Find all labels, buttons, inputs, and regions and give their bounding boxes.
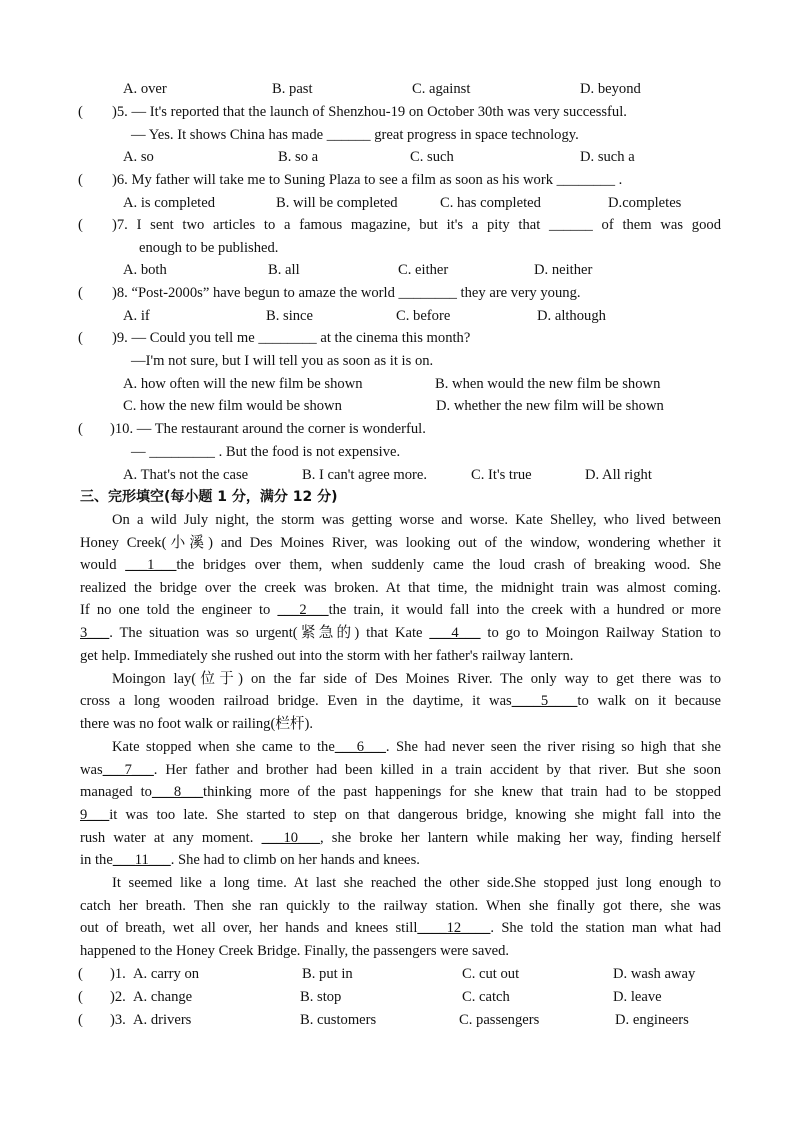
question-text: — Yes. It shows China has made ______ great progress in space technology. [131,127,579,143]
option-b: B. stop [300,989,342,1005]
option-b: B. so a [278,149,319,165]
option-a: A. That's not the case [123,467,249,483]
cloze-question-2 [0,986,794,1008]
passage-text: It seemed like a long time. At last she reached the other side.She stopped just long enough to [112,875,721,891]
blank-8: ___8___ [151,784,204,800]
q7-options [0,259,794,281]
question-7-line2 [0,237,794,259]
option-b: B. since [266,308,314,324]
passage-text: managed to___8___thinking more of the past happenings for she knew that train had to be stopped [80,784,721,800]
passage-text: Moingon lay(位于) on the far side of Des Moines River. The only way to get there was to [112,671,721,687]
question-5-line2 [0,124,794,146]
option-a: A. how often will the new film be shown [123,376,363,392]
q4-options [0,78,794,100]
passage-line [0,849,794,871]
q10-options [0,464,794,486]
option-a: A. if [123,308,150,324]
answer-paren: ( [78,330,83,346]
option-b: B. I can't agree more. [302,467,427,483]
passage-text: rush water at any moment. ___10___, she broke her lantern while making her way, finding herself [80,830,721,846]
passage-line [0,804,794,826]
option-b: B. all [268,262,300,278]
passage-line [0,577,794,599]
blank-1: ___1___ [125,557,177,573]
option-d: D. All right [585,467,652,483]
option-d: D. neither [534,262,593,278]
option-a: A. so [123,149,154,165]
answer-paren: ( [78,966,83,982]
passage-line [0,532,794,554]
question-5 [0,101,794,123]
passage-line [0,622,794,644]
blank-10: ___10___ [261,830,320,846]
option-a: A. both [123,262,167,278]
blank-6: ___6___ [334,739,386,755]
blank-9: 9___ [80,807,110,823]
passage-text: get help. Immediately she rushed out into the storm with her father's railway lantern. [80,648,574,664]
option-c: C. such [410,149,454,165]
passage-text: there was no foot walk or railing(栏杆). [80,716,314,732]
passage-text: realized the bridge over the creek was broken. At that time, the midnight train was almost coming. [80,580,721,596]
passage-text: catch her breath. Then she ran quickly to the railway station. When she finally got there, she was [80,898,721,914]
passage-line [0,690,794,712]
blank-11: ___11___ [112,852,171,868]
option-d: D. whether the new film will be shown [436,398,664,414]
section-title [0,486,794,508]
q6-options [0,192,794,214]
blank-12: ____12____ [417,920,491,936]
option-a: A. drivers [133,1012,192,1028]
passage-text: Kate stopped when she came to the___6___. She had never seen the river rising so high that she [112,739,721,755]
question-text: enough to be published. [139,240,279,256]
question-number: )1. [110,966,126,982]
question-10-line2 [0,441,794,463]
passage-text: happened to the Honey Creek Bridge. Finally, the passengers were saved. [80,943,510,959]
question-7 [0,214,794,236]
passage-line [0,872,794,894]
option-d: D. beyond [580,81,641,97]
passage-text: 3___. The situation was so urgent(紧急的) that Kate ___4___ to go to Moingon Railway Station to [80,625,721,641]
passage-line [0,940,794,962]
question-text: )6. My father will take me to Suning Plaza to see a film as soon as his work ________ . [112,172,623,188]
option-c: C. how the new film would be shown [123,398,342,414]
answer-paren: ( [78,285,83,301]
passage-text: cross a long wooden railroad bridge. Even in the daytime, it was____5____to walk on it because [80,693,721,709]
passage-line [0,736,794,758]
answer-paren: ( [78,217,83,233]
passage-line [0,668,794,690]
option-c: C. catch [462,989,510,1005]
cloze-question-3 [0,1009,794,1031]
question-number: )2. [110,989,126,1005]
question-6 [0,169,794,191]
option-d: D. engineers [615,1012,689,1028]
blank-7: ___7___ [102,762,154,778]
passage-text: On a wild July night, the storm was getting worse and worse. Kate Shelley, who lived between [112,512,721,528]
cloze-question-1 [0,963,794,985]
question-text: —I'm not sure, but I will tell you as soon as it is on. [131,353,434,369]
passage-line [0,599,794,621]
answer-paren: ( [78,421,83,437]
question-10 [0,418,794,440]
answer-paren: ( [78,989,83,1005]
option-d: D. although [537,308,606,324]
q8-options [0,305,794,327]
option-c: C. It's true [471,467,532,483]
question-text: — _________ . But the food is not expensive. [131,444,401,460]
option-a: A. is completed [123,195,216,211]
passage-text: in the___11___. She had to climb on her hands and knees. [80,852,420,868]
option-c: C. has completed [440,195,541,211]
passage-line [0,554,794,576]
question-text: )8. “Post-2000s” have begun to amaze the world ________ they are very young. [112,285,581,301]
option-d: D. such a [580,149,635,165]
option-d: D.completes [608,195,682,211]
answer-paren: ( [78,172,83,188]
question-9 [0,327,794,349]
passage-line [0,645,794,667]
option-a: A. change [133,989,193,1005]
passage-line [0,895,794,917]
blank-5: ____5____ [511,693,578,709]
section-3-heading: 三、完形填空(每小题 1 分，满分 12 分) [80,489,338,505]
q9-options-ab [0,373,794,395]
option-c: C. passengers [459,1012,540,1028]
answer-paren: ( [78,104,83,120]
passage-text: 9___it was too late. She started to step on that dangerous bridge, knowing she might fall into the [80,807,721,823]
passage-text: Honey Creek(小溪) and Des Moines River, was looking out of the window, wondering whether it [80,535,721,551]
question-9-line2 [0,350,794,372]
option-a: A. over [123,81,167,97]
option-b: B. past [272,81,313,97]
question-text: )7. I sent two articles to a famous magazine, but it's a pity that ______ of them was good [112,217,721,233]
question-text: )9. — Could you tell me ________ at the cinema this month? [112,330,471,346]
passage-line [0,509,794,531]
option-b: B. will be completed [276,195,398,211]
blank-4: ___4___ [429,625,481,641]
option-c: C. before [396,308,451,324]
option-a: A. carry on [133,966,200,982]
option-d: D. leave [613,989,662,1005]
passage-text: out of breath, wet all over, her hands and knees still____12____. She told the station man what had [80,920,721,936]
passage-line [0,781,794,803]
question-text: )10. — The restaurant around the corner is wonderful. [110,421,426,437]
blank-3: 3___ [80,625,110,641]
option-b: B. when would the new film be shown [435,376,661,392]
option-b: B. customers [300,1012,377,1028]
passage-line [0,917,794,939]
option-c: C. either [398,262,449,278]
question-text: )5. — It's reported that the launch of Shenzhou-19 on October 30th was very successful. [112,104,627,120]
passage-line [0,827,794,849]
passage-line [0,759,794,781]
answer-paren: ( [78,1012,83,1028]
q5-options [0,146,794,168]
blank-2: ___2___ [277,602,329,618]
passage-text: would ___1___the bridges over them, when suddenly came the loud crash of breaking wood. She [80,557,721,573]
q9-options-cd [0,395,794,417]
question-8 [0,282,794,304]
option-d: D. wash away [613,966,696,982]
option-c: C. against [412,81,471,97]
passage-text: If no one told the engineer to ___2___the train, it would fall into the creek with a hundred or more [80,602,721,618]
option-c: C. cut out [462,966,520,982]
passage-line [0,713,794,735]
passage-text: was___7___. Her father and brother had been killed in a train accident by that river. But she soon [80,762,721,778]
option-b: B. put in [302,966,353,982]
question-number: )3. [110,1012,126,1028]
